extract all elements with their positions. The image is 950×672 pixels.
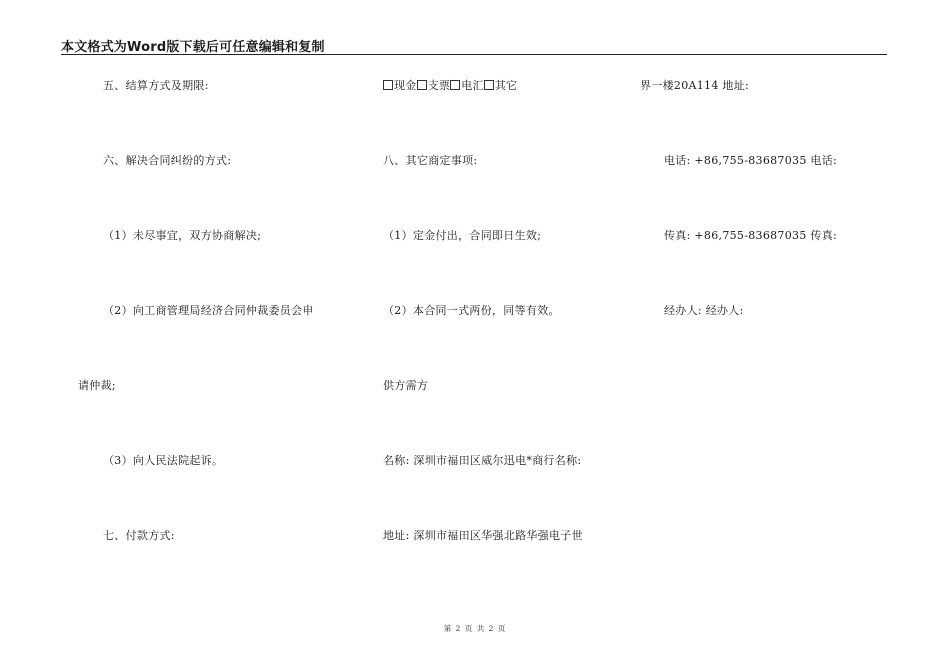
term-1: （1）定金付出，合同即日生效; bbox=[383, 229, 542, 242]
supplier-name: 名称: 深圳市福田区威尔迅电*商行名称: bbox=[383, 454, 582, 467]
dispute-item-1: （1）未尽事宜，双方协商解决; bbox=[103, 229, 262, 242]
checkbox-icon bbox=[417, 80, 427, 90]
parties-label: 供方需方 bbox=[383, 379, 429, 392]
settlement-heading: 五、结算方式及期限: bbox=[103, 79, 209, 92]
header-title: 本文格式为Word版下载后可任意编辑和复制 bbox=[61, 40, 325, 55]
page-number: 第 2 页 共 2 页 bbox=[443, 624, 507, 633]
option-other: 其它 bbox=[494, 79, 518, 92]
agent-line: 经办人: 经办人: bbox=[664, 304, 744, 317]
dispute-item-2-continued: 请仲裁; bbox=[78, 379, 116, 392]
checkbox-icon bbox=[383, 80, 393, 90]
phone-line: 电话: +86,755-83687035 电话: bbox=[664, 154, 838, 167]
address-continued: 界一楼20A114 地址: bbox=[640, 79, 750, 92]
checkbox-icon bbox=[450, 80, 460, 90]
page-header bbox=[61, 36, 887, 55]
dispute-item-2: （2）向工商管理局经济合同仲裁委员会申 bbox=[103, 304, 314, 317]
option-cash: 现金 bbox=[394, 79, 417, 92]
supplier-address: 地址: 深圳市福田区华强北路华强电子世 bbox=[383, 529, 583, 542]
settlement-options bbox=[383, 79, 517, 93]
term-2: （2）本合同一式两份，同等有效。 bbox=[383, 304, 560, 317]
dispute-item-3: （3）向人民法院起诉。 bbox=[103, 454, 224, 467]
dispute-heading: 六、解决合同纠纷的方式: bbox=[103, 154, 232, 167]
option-wire: 电汇 bbox=[461, 79, 484, 92]
checkbox-icon bbox=[484, 80, 494, 90]
fax-line: 传真: +86,755-83687035 传真: bbox=[664, 229, 838, 242]
payment-heading: 七、付款方式: bbox=[103, 529, 175, 542]
other-terms-heading: 八、其它商定事项: bbox=[383, 154, 478, 167]
option-check: 支票 bbox=[427, 79, 451, 92]
